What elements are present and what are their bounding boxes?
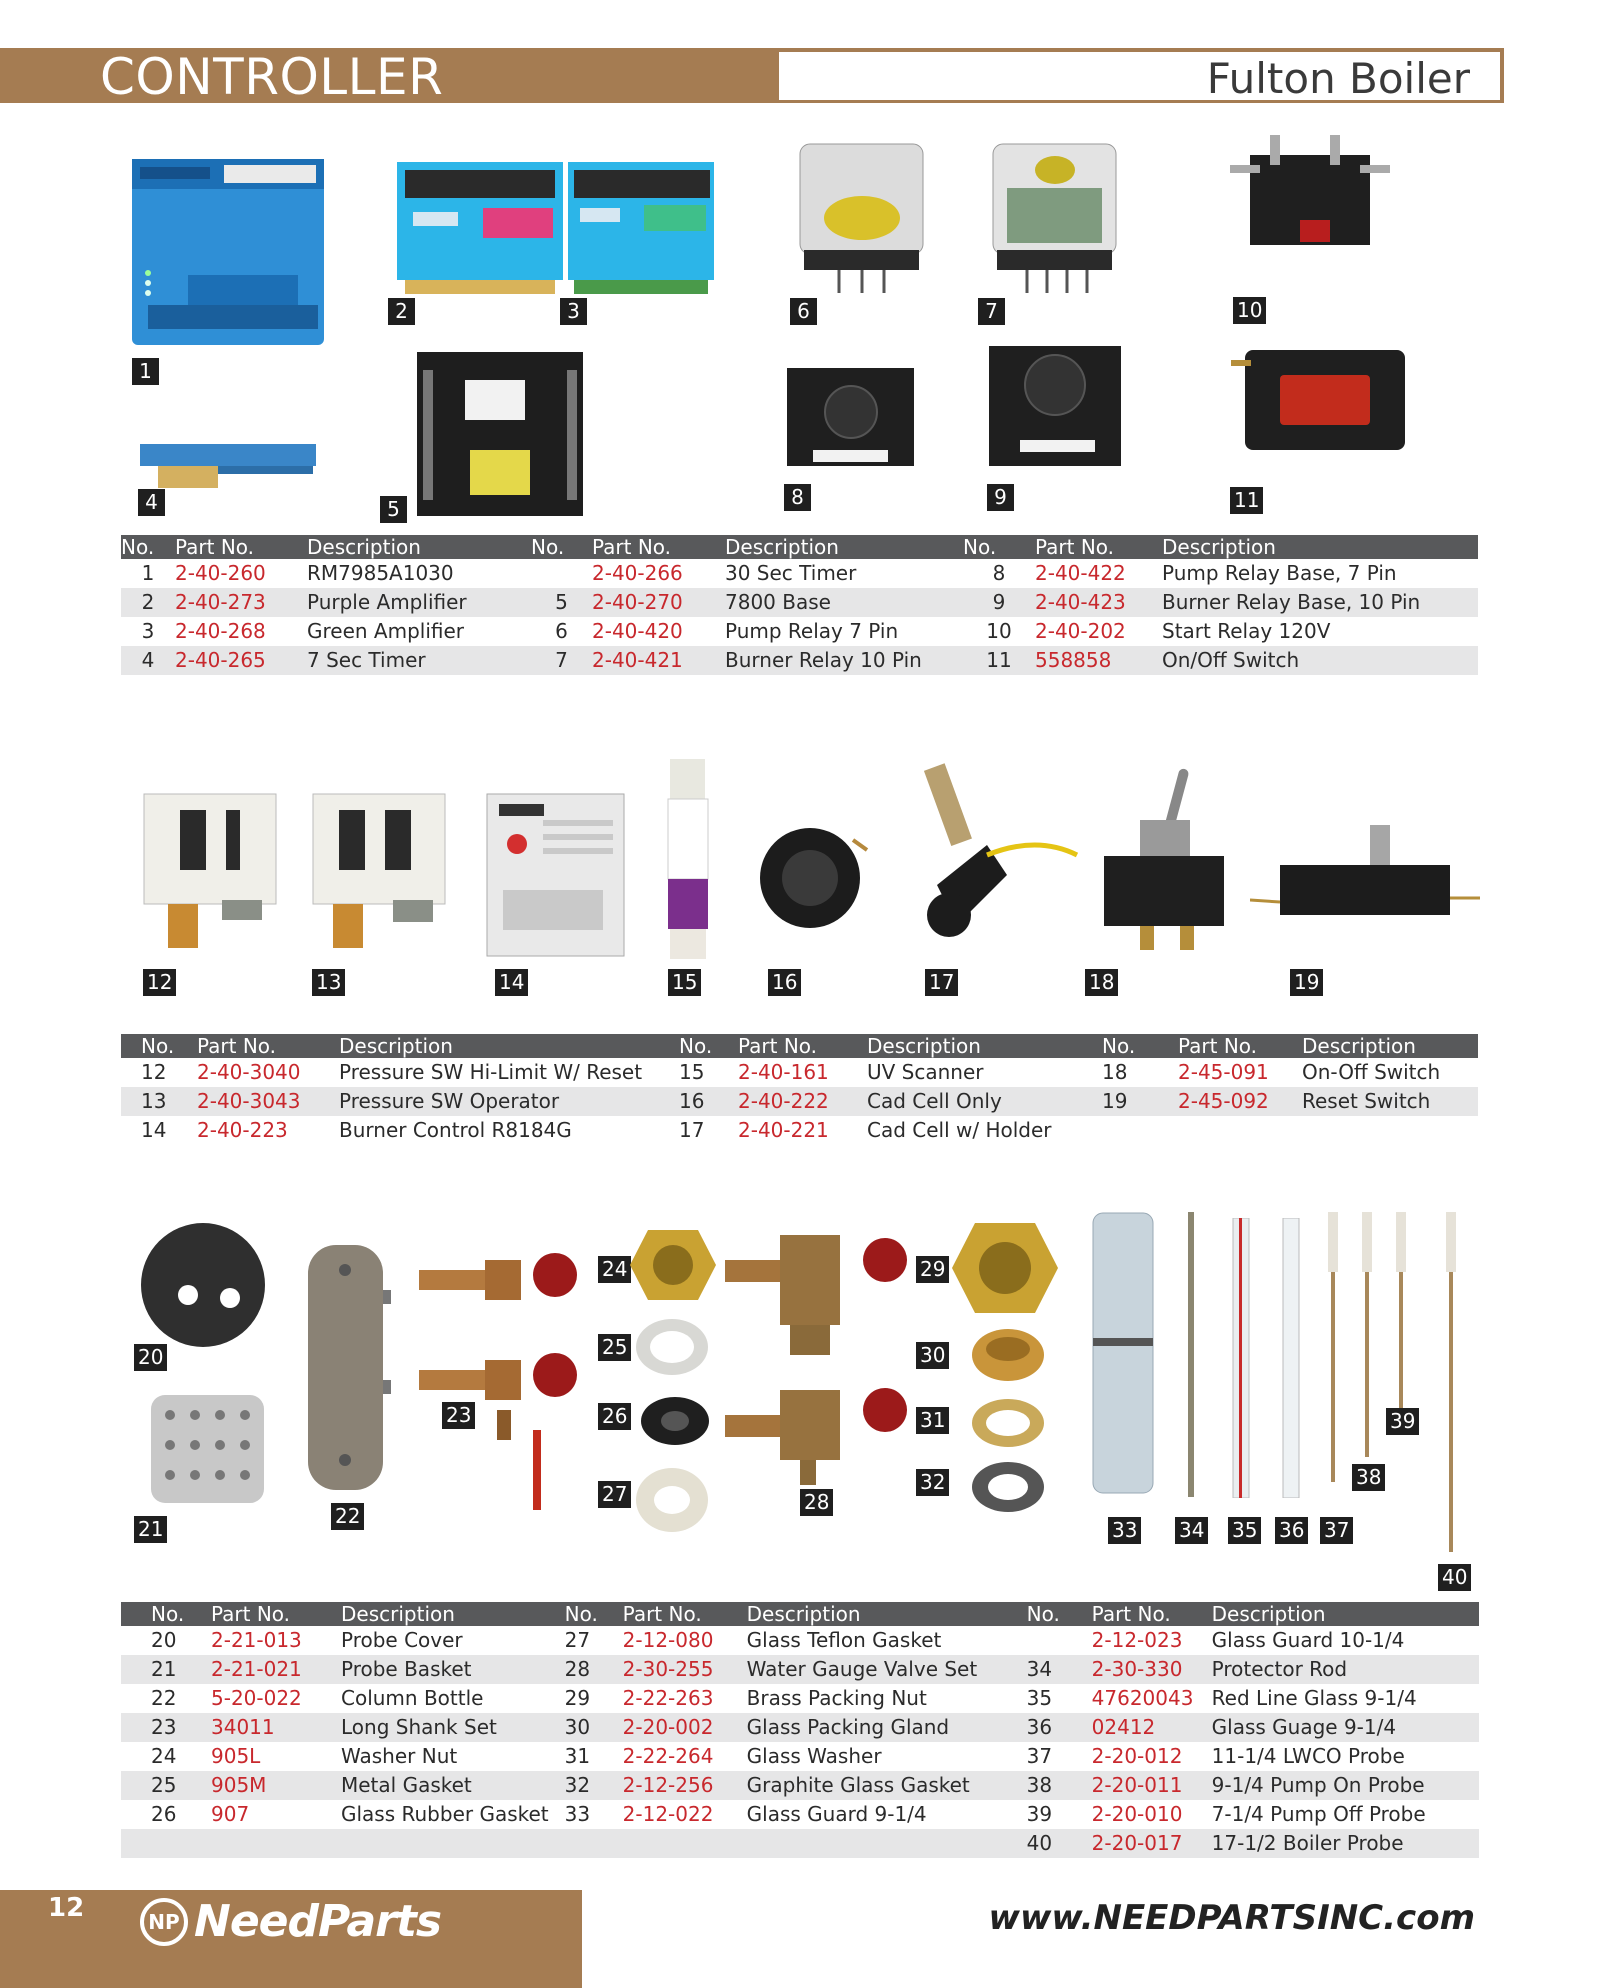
column-header: No.	[121, 1034, 197, 1058]
logo-text: NeedParts	[194, 1896, 442, 1947]
item-no: 2	[121, 588, 175, 617]
table-row	[121, 1684, 1479, 1713]
glass-gauge-image	[1282, 1218, 1300, 1498]
gauge-valve-image	[720, 1225, 910, 1365]
burner-control-image	[128, 155, 328, 350]
column-header: Description	[1162, 535, 1478, 559]
page-title: CONTROLLER	[100, 48, 444, 106]
item-label: 18	[1085, 969, 1118, 996]
rubber-gasket-image	[638, 1393, 713, 1448]
description: 7 Sec Timer	[307, 646, 531, 675]
item-label: 3	[560, 298, 587, 325]
part-number: 2-20-011	[1082, 1771, 1212, 1800]
description: Washer Nut	[341, 1744, 458, 1768]
np-logo-icon: NP	[140, 1898, 188, 1946]
table-row	[121, 617, 1478, 646]
description: Cad Cell w/ Holder	[867, 1118, 1052, 1142]
cad-cell-holder-image	[917, 755, 1087, 965]
part-number: 907	[211, 1802, 250, 1826]
table-header	[121, 535, 1478, 559]
part-number: 2-12-080	[622, 1628, 714, 1652]
item-no: 16	[679, 1087, 738, 1116]
reset-switch-image	[1250, 820, 1480, 960]
description: Glass Packing Gland	[735, 1713, 1007, 1742]
item-no: 31	[564, 1744, 591, 1768]
description	[1302, 1116, 1478, 1145]
description: Water Gauge Valve Set	[735, 1655, 1007, 1684]
column-header: Part No.	[609, 1602, 735, 1626]
table-header	[121, 1602, 1479, 1626]
item-no	[1102, 1116, 1178, 1145]
description: Burner Control R8184G	[339, 1118, 572, 1142]
item-label: 39	[1386, 1408, 1419, 1435]
item-no: 18	[1102, 1060, 1128, 1084]
description: Glass Washer	[746, 1744, 882, 1768]
part-number: 02412	[1082, 1713, 1212, 1742]
column-header: No.	[963, 535, 1035, 559]
item-label: 14	[495, 969, 528, 996]
part-number: 2-40-265	[175, 646, 307, 675]
description: Column Bottle	[341, 1686, 484, 1710]
item-label: 12	[143, 969, 176, 996]
description: Green Amplifier	[307, 619, 465, 643]
column-header: Description	[867, 1034, 1102, 1058]
column-header: Description	[307, 535, 531, 559]
part-number: 2-40-260	[175, 561, 266, 585]
item-no: 20	[151, 1628, 177, 1652]
column-header: Description	[735, 1602, 1007, 1626]
description	[309, 1829, 549, 1858]
item-no: 7	[531, 646, 592, 675]
table-row	[121, 559, 1478, 588]
item-no: 4	[121, 646, 175, 675]
description: Burner Relay Base, 10 Pin	[1162, 588, 1478, 617]
item-label: 34	[1175, 1517, 1208, 1544]
part-number	[185, 1829, 309, 1858]
part-number: 2-40-421	[592, 646, 725, 675]
item-no: 6	[555, 619, 568, 643]
description: Glass Guard 10-1/4	[1211, 1628, 1405, 1652]
header-subtitle-box	[779, 52, 1500, 103]
part-number: 34011	[185, 1713, 309, 1742]
item-no: 34	[1007, 1655, 1082, 1684]
description: Probe Cover	[341, 1628, 463, 1652]
item-no: 9	[963, 588, 1035, 617]
part-number: 2-20-002	[609, 1713, 735, 1742]
page-number: 12	[48, 1893, 85, 1923]
glass-washer-image	[968, 1395, 1048, 1450]
item-label: 33	[1108, 1517, 1141, 1544]
item-label: 25	[598, 1334, 631, 1361]
item-no: 17	[679, 1118, 705, 1142]
part-number: 2-40-223	[197, 1118, 288, 1142]
part-number: 2-20-010	[1091, 1802, 1183, 1826]
item-label: 32	[916, 1469, 949, 1496]
table-row	[121, 1626, 1479, 1655]
probe-image	[1356, 1212, 1378, 1457]
item-label: 38	[1352, 1464, 1385, 1491]
part-number: 2-40-3043	[197, 1087, 339, 1116]
item-label: 5	[380, 496, 407, 523]
item-label: 7	[978, 298, 1005, 325]
column-header: Description	[309, 1602, 549, 1626]
item-label: 8	[784, 484, 811, 511]
column-header: Description	[339, 1034, 679, 1058]
probe-image	[1390, 1212, 1412, 1422]
long-shank-valve-image	[415, 1240, 580, 1525]
item-no: 5	[531, 588, 592, 617]
part-number: 2-12-256	[609, 1771, 735, 1800]
item-label: 31	[916, 1407, 949, 1434]
website-url: www.NEEDPARTSINC.com	[988, 1898, 1475, 1938]
item-label: 19	[1290, 969, 1323, 996]
part-number: 2-20-012	[1091, 1744, 1183, 1768]
part-number: 2-40-422	[1035, 561, 1126, 585]
table-row	[121, 1087, 1478, 1116]
column-header: Part No.	[197, 1034, 339, 1058]
description: Glass Rubber Gasket	[341, 1802, 549, 1826]
description: Protector Rod	[1212, 1655, 1479, 1684]
item-no	[531, 559, 592, 588]
packing-gland-image	[968, 1325, 1048, 1385]
item-label: 9	[987, 484, 1014, 511]
description: Reset Switch	[1302, 1087, 1478, 1116]
table-row	[121, 588, 1478, 617]
item-label: 24	[598, 1256, 631, 1283]
description: RM7985A1030	[307, 561, 454, 585]
description: Start Relay 120V	[1162, 619, 1331, 643]
table-row	[121, 1655, 1479, 1684]
uv-scanner-image	[660, 755, 715, 965]
part-number: 558858	[1035, 646, 1162, 675]
item-label: 13	[312, 969, 345, 996]
part-number: 2-21-013	[211, 1628, 302, 1652]
item-no: 13	[121, 1087, 197, 1116]
item-label: 10	[1233, 297, 1266, 324]
table-row	[121, 1800, 1479, 1829]
item-no: 36	[1007, 1713, 1082, 1742]
part-number: 2-40-222	[738, 1087, 867, 1116]
item-no: 23	[121, 1713, 185, 1742]
column-header: No.	[1102, 1034, 1178, 1058]
column-header: No.	[1007, 1602, 1082, 1626]
item-no: 28	[549, 1655, 609, 1684]
packing-nut-image	[950, 1218, 1060, 1318]
pressure-switch-image	[309, 790, 449, 960]
item-no: 27	[564, 1628, 591, 1652]
column-header: Part No.	[1035, 535, 1162, 559]
green-amplifier-image	[566, 160, 716, 295]
probe-basket-image	[145, 1385, 270, 1510]
table-row	[121, 646, 1478, 675]
item-no: 24	[151, 1744, 177, 1768]
item-no: 11	[963, 646, 1035, 675]
part-number: 2-22-263	[622, 1686, 714, 1710]
item-label: 20	[134, 1344, 167, 1371]
description: 7-1/4 Pump Off Probe	[1211, 1802, 1426, 1826]
item-label: 2	[388, 298, 415, 325]
description: Long Shank Set	[309, 1713, 549, 1742]
part-number: 2-21-021	[185, 1655, 309, 1684]
description: Glass Guard 9-1/4	[746, 1802, 927, 1826]
description: Cad Cell Only	[867, 1087, 1102, 1116]
description: Pressure SW Operator	[339, 1087, 679, 1116]
item-no: 33	[564, 1802, 591, 1826]
item-label: 30	[916, 1342, 949, 1369]
item-label: 16	[768, 969, 801, 996]
column-header: Description	[1212, 1602, 1479, 1626]
item-no: 29	[564, 1686, 591, 1710]
part-number: 2-40-266	[592, 561, 683, 585]
part-number: 2-40-268	[175, 619, 266, 643]
item-no: 30	[549, 1713, 609, 1742]
description: Brass Packing Nut	[746, 1686, 927, 1710]
page-subtitle: Fulton Boiler	[1206, 54, 1470, 103]
probe-cover-image	[138, 1220, 268, 1350]
red-line-glass-image	[1232, 1218, 1250, 1498]
item-no	[1007, 1626, 1082, 1655]
description: Glass Guage 9-1/4	[1212, 1713, 1479, 1742]
parts-table-1	[121, 535, 1478, 675]
graphite-gasket-image	[968, 1458, 1048, 1516]
item-label: 23	[442, 1402, 475, 1429]
description: 30 Sec Timer	[725, 561, 857, 585]
part-number: 2-45-091	[1178, 1060, 1269, 1084]
column-header: Part No.	[738, 1034, 867, 1058]
item-label: 26	[598, 1403, 631, 1430]
table-row	[121, 1713, 1479, 1742]
pump-relay-image	[794, 138, 929, 298]
part-number: 2-20-017	[1082, 1829, 1212, 1858]
column-header: Part No.	[1178, 1034, 1302, 1058]
item-label: 6	[790, 298, 817, 325]
item-no: 12	[141, 1060, 167, 1084]
item-label: 40	[1438, 1564, 1471, 1591]
item-no: 40	[1007, 1829, 1082, 1858]
description: Purple Amplifier	[307, 588, 531, 617]
part-number: 2-22-264	[622, 1744, 714, 1768]
item-no: 32	[549, 1771, 609, 1800]
item-no: 3	[141, 619, 155, 643]
table-row	[121, 1771, 1479, 1800]
item-no: 26	[151, 1802, 177, 1826]
part-number: 2-12-022	[622, 1802, 714, 1826]
gauge-valve-image	[720, 1370, 910, 1490]
part-number: 2-12-023	[1091, 1628, 1183, 1652]
part-number: 2-40-420	[592, 619, 683, 643]
item-label: 28	[800, 1489, 833, 1516]
column-header: No.	[121, 1602, 185, 1626]
item-label: 11	[1230, 487, 1263, 514]
item-label: 27	[598, 1481, 631, 1508]
description: Burner Relay 10 Pin	[725, 646, 963, 675]
table-row	[121, 1116, 1478, 1145]
description: Glass Teflon Gasket	[746, 1628, 942, 1652]
table-row	[121, 1742, 1479, 1771]
part-number: 2-40-270	[592, 588, 725, 617]
teflon-gasket-image	[632, 1462, 712, 1537]
parts-table-2	[121, 1034, 1478, 1145]
on-off-switch-image	[1225, 330, 1410, 460]
description: On/Off Switch	[1162, 646, 1478, 675]
item-label: 36	[1275, 1517, 1308, 1544]
description: 7800 Base	[725, 588, 963, 617]
item-no	[121, 1829, 185, 1858]
part-number	[609, 1829, 735, 1858]
column-header: No.	[549, 1602, 609, 1626]
description: 9-1/4 Pump On Probe	[1212, 1771, 1479, 1800]
item-no: 37	[1026, 1744, 1053, 1768]
column-header: Part No.	[1082, 1602, 1212, 1626]
item-label: 17	[925, 969, 958, 996]
part-number: 5-20-022	[211, 1686, 302, 1710]
item-no: 38	[1007, 1771, 1082, 1800]
item-label: 37	[1320, 1517, 1353, 1544]
item-no: 14	[141, 1118, 167, 1142]
column-header: Part No.	[175, 535, 307, 559]
item-no: 25	[121, 1771, 185, 1800]
item-label: 22	[331, 1503, 364, 1530]
part-number: 2-30-255	[609, 1655, 735, 1684]
timer-card-image	[138, 440, 318, 490]
part-number: 2-40-161	[738, 1060, 829, 1084]
start-relay-image	[1210, 125, 1410, 285]
part-number: 905M	[185, 1771, 309, 1800]
base-image	[415, 350, 585, 518]
column-header: Part No.	[592, 535, 725, 559]
toggle-switch-image	[1090, 760, 1230, 970]
description: Metal Gasket	[309, 1771, 549, 1800]
item-no: 15	[679, 1060, 705, 1084]
cad-cell-image	[755, 810, 875, 940]
item-label: 21	[134, 1516, 167, 1543]
column-header: No.	[679, 1034, 738, 1058]
description	[735, 1829, 1007, 1858]
protector-rod-image	[1184, 1212, 1198, 1497]
column-bottle-image	[298, 1240, 393, 1495]
glass-guard-image	[1088, 1208, 1158, 1498]
item-label: 1	[132, 358, 159, 385]
table-row	[121, 1058, 1478, 1087]
item-no: 39	[1026, 1802, 1053, 1826]
item-no: 19	[1102, 1087, 1178, 1116]
burner-control-module-image	[483, 790, 628, 960]
burner-relay-base-image	[985, 340, 1125, 470]
part-number: 2-40-273	[175, 588, 307, 617]
item-label: 4	[138, 489, 165, 516]
column-header: Part No.	[185, 1602, 309, 1626]
item-no: 10	[986, 619, 1012, 643]
part-number: 47620043	[1091, 1686, 1194, 1710]
description: 11-1/4 LWCO Probe	[1211, 1744, 1405, 1768]
description: Graphite Glass Gasket	[735, 1771, 1007, 1800]
table-header	[121, 1034, 1478, 1058]
needparts-logo	[140, 1896, 441, 1947]
washer-nut-image	[628, 1225, 718, 1305]
column-header: No.	[121, 535, 175, 559]
part-number: 2-40-3040	[197, 1060, 301, 1084]
description: On-Off Switch	[1302, 1060, 1441, 1084]
item-no: 8	[992, 561, 1006, 585]
pump-relay-base-image	[783, 362, 918, 472]
part-number: 2-40-202	[1035, 619, 1126, 643]
description: 17-1/2 Boiler Probe	[1212, 1829, 1479, 1858]
description: Pump Relay 7 Pin	[725, 619, 899, 643]
item-no: 22	[151, 1686, 177, 1710]
pressure-switch-image	[140, 790, 280, 960]
part-number: 2-40-423	[1035, 588, 1162, 617]
item-label: 15	[668, 969, 701, 996]
part-number: 2-30-330	[1082, 1655, 1212, 1684]
item-no: 1	[141, 561, 155, 585]
part-number: 2-40-221	[738, 1118, 829, 1142]
column-header: No.	[531, 535, 592, 559]
probe-image	[1322, 1212, 1344, 1482]
part-number: 905L	[211, 1744, 261, 1768]
purple-amplifier-image	[395, 160, 565, 295]
parts-table-3	[121, 1602, 1479, 1858]
item-label: 29	[916, 1256, 949, 1283]
metal-gasket-image	[632, 1315, 712, 1380]
part-number: 2-45-092	[1178, 1087, 1302, 1116]
description: Pressure SW Hi-Limit W/ Reset	[339, 1060, 643, 1084]
probe-image	[1440, 1212, 1462, 1552]
column-header: Description	[725, 535, 963, 559]
part-number	[1178, 1116, 1302, 1145]
description: Pump Relay Base, 7 Pin	[1162, 561, 1397, 585]
item-no	[549, 1829, 609, 1858]
item-no: 21	[121, 1655, 185, 1684]
description: UV Scanner	[867, 1060, 984, 1084]
column-header: Description	[1302, 1034, 1478, 1058]
table-row	[121, 1829, 1479, 1858]
burner-relay-image	[987, 138, 1122, 298]
description: Probe Basket	[309, 1655, 549, 1684]
item-no: 35	[1026, 1686, 1053, 1710]
item-label: 35	[1228, 1517, 1261, 1544]
description: Red Line Glass 9-1/4	[1211, 1686, 1417, 1710]
